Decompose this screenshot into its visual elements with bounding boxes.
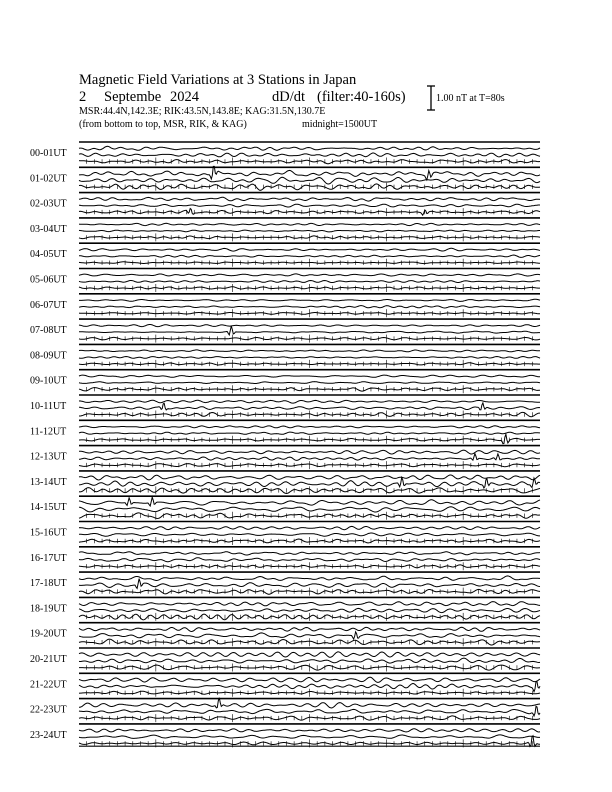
trace-RIK xyxy=(79,255,540,257)
hour-row-05-06UT xyxy=(30,269,540,293)
hour-row-20-21UT xyxy=(30,648,540,672)
trace-KAG xyxy=(79,299,540,301)
trace-KAG xyxy=(79,426,540,428)
hour-row-17-18UT xyxy=(30,572,540,596)
hour-row-16-17UT xyxy=(30,547,540,571)
scale-bar-label: 1.00 nT at T=80s xyxy=(436,93,505,104)
trace-RIK xyxy=(79,533,540,536)
trace-KAG xyxy=(79,475,540,480)
row-label: 05-06UT xyxy=(30,274,67,286)
trace-KAG xyxy=(79,526,540,529)
trace-KAG xyxy=(79,375,540,377)
row-label: 18-19UT xyxy=(30,603,67,615)
stations-line: MSR:44.4N,142.3E; RIK:43.5N,143.8E; KAG:31.5N,130.7E xyxy=(79,106,326,117)
trace-RIK xyxy=(79,306,540,308)
row-label: 21-22UT xyxy=(30,679,67,691)
trace-RIK xyxy=(79,230,540,232)
chart-title: Magnetic Field Variations at 3 Stations in Japan xyxy=(79,72,357,88)
hour-row-08-09UT xyxy=(30,344,540,368)
trace-KAG xyxy=(79,400,540,403)
trace-RIK xyxy=(79,658,540,663)
trace-RIK xyxy=(79,357,540,359)
row-label: 20-21UT xyxy=(30,654,67,665)
trace-KAG xyxy=(79,274,540,276)
hour-row-14-15UT xyxy=(30,496,540,520)
hour-row-02-03UT xyxy=(30,193,540,217)
row-label: 07-08UT xyxy=(30,325,67,337)
trace-KAG xyxy=(79,652,540,657)
row-label: 13-14UT xyxy=(30,476,67,488)
trace-KAG xyxy=(79,627,540,631)
hour-row-12-13UT xyxy=(30,446,540,470)
trace-RIK xyxy=(79,608,540,612)
trace-RIK xyxy=(79,403,540,410)
hour-row-21-22UT xyxy=(30,673,540,697)
trace-RIK xyxy=(79,579,540,589)
row-label: 10-11UT xyxy=(30,401,67,412)
trace-KAG xyxy=(79,450,540,454)
hour-row-04-05UT xyxy=(30,243,540,267)
trace-KAG xyxy=(79,677,540,682)
row-label: 08-09UT xyxy=(30,350,67,362)
hour-row-23-24UT xyxy=(30,724,540,748)
hour-row-09-10UT xyxy=(30,370,540,394)
trace-RIK xyxy=(79,632,540,639)
trace-KAG xyxy=(79,552,540,555)
row-label: 00-01UT xyxy=(30,148,67,159)
midnight-line: midnight=1500UT xyxy=(302,119,378,130)
trace-KAG xyxy=(79,248,540,251)
trace-KAG xyxy=(79,197,540,201)
order-line: (from bottom to top, MSR, RIK, & KAG) xyxy=(79,119,247,130)
trace-KAG xyxy=(79,576,540,581)
trace-KAG xyxy=(79,223,540,225)
row-label: 09-10UT xyxy=(30,375,67,387)
row-label: 04-05UT xyxy=(30,249,67,261)
row-label: 01-02UT xyxy=(30,173,67,185)
row-label: 22-23UT xyxy=(30,704,67,716)
trace-KAG xyxy=(79,497,540,506)
hour-row-15-16UT xyxy=(30,522,540,546)
trace-KAG xyxy=(79,146,540,150)
row-label: 17-18UT xyxy=(30,578,67,590)
trace-RIK xyxy=(79,326,540,335)
scale-bar xyxy=(427,86,435,110)
trace-KAG xyxy=(79,166,540,180)
trace-RIK xyxy=(79,204,540,207)
hour-row-22-23UT xyxy=(30,698,540,722)
quantity-label: dD/dt xyxy=(272,89,306,105)
trace-KAG xyxy=(79,350,540,352)
hour-row-01-02UT xyxy=(30,166,540,190)
filter-label: (filter:40-160s) xyxy=(317,89,406,105)
hour-row-13-14UT xyxy=(30,471,540,495)
trace-RIK xyxy=(79,432,540,434)
hour-row-18-19UT xyxy=(30,597,540,621)
date-day: 2 xyxy=(79,89,87,105)
date-year: 2024 xyxy=(170,89,199,105)
trace-KAG xyxy=(79,325,540,327)
trace-RIK xyxy=(79,735,540,739)
trace-RIK xyxy=(79,558,540,562)
trace-KAG xyxy=(79,729,540,732)
chart-rows xyxy=(30,142,540,747)
trace-RIK xyxy=(79,454,540,461)
date-month: Septembe xyxy=(104,89,162,105)
hour-row-11-12UT xyxy=(30,420,540,444)
hour-row-00-01UT xyxy=(30,142,540,166)
trace-RIK xyxy=(79,382,540,384)
hour-row-10-11UT xyxy=(30,395,540,419)
hour-row-07-08UT xyxy=(30,319,540,343)
hour-row-03-04UT xyxy=(30,218,540,242)
row-label: 23-24UT xyxy=(30,729,67,741)
trace-RIK xyxy=(79,153,540,157)
hour-row-19-20UT xyxy=(30,623,540,647)
row-label: 14-15UT xyxy=(30,502,67,514)
row-label: 06-07UT xyxy=(30,299,67,311)
hour-row-06-07UT xyxy=(30,294,540,318)
row-label: 15-16UT xyxy=(30,527,67,539)
trace-RIK xyxy=(79,507,540,512)
row-label: 02-03UT xyxy=(30,198,67,210)
row-label: 03-04UT xyxy=(30,223,67,235)
row-label: 19-20UT xyxy=(30,628,67,640)
row-label: 12-13UT xyxy=(30,451,67,463)
trace-KAG xyxy=(79,602,540,606)
row-label: 11-12UT xyxy=(30,426,67,438)
trace-RIK xyxy=(79,281,540,283)
row-label: 16-17UT xyxy=(30,552,67,564)
